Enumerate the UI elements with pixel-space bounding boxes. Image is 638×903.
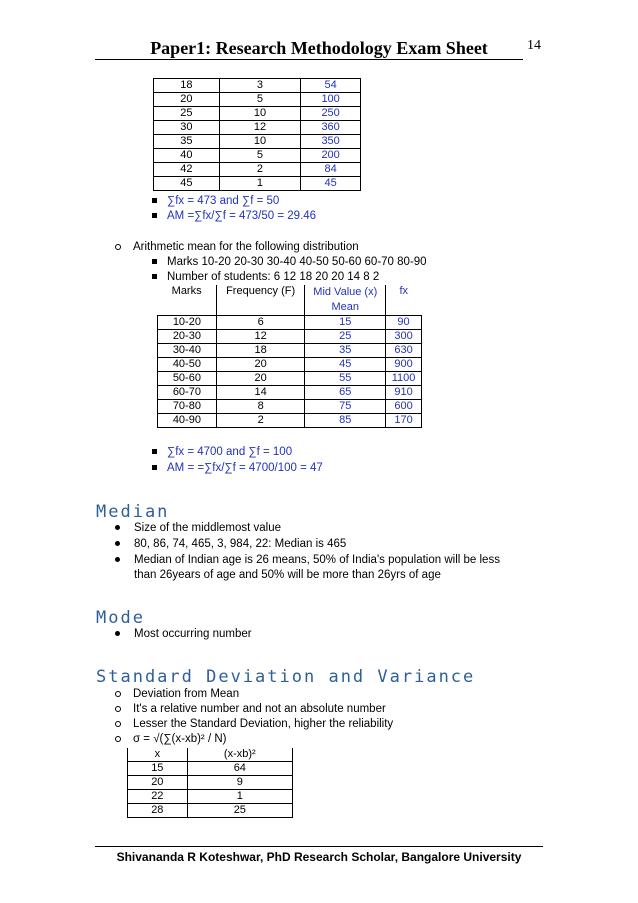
sum-line-4: AM = =∑fx/∑f = 4700/100 = 47 [152, 462, 323, 474]
page-number: 14 [527, 38, 541, 53]
median-item: 80, 86, 74, 465, 3, 984, 22: Median is 465 [115, 538, 346, 550]
sum-line-2: AM =∑fx/∑f = 473/50 = 29.46 [152, 210, 316, 222]
fx-table-continued [153, 78, 361, 191]
table-row [158, 400, 422, 414]
table-cell: 90 [386, 316, 422, 330]
table-row [158, 414, 422, 428]
table-row [158, 358, 422, 372]
table-cell: 1 [219, 177, 301, 191]
students-bullet: Number of students: 6 12 18 20 20 14 8 2 [152, 271, 379, 283]
table-row [158, 372, 422, 386]
table-cell: 2 [216, 414, 305, 428]
page-title: Paper1: Research Methodology Exam Sheet [150, 38, 488, 58]
table-cell: 15 [128, 762, 188, 776]
table-row [128, 762, 293, 776]
table-cell: 25 [187, 804, 292, 818]
table-cell: 20 [216, 358, 305, 372]
table-cell: 1 [187, 790, 292, 804]
table-cell: 600 [386, 400, 422, 414]
table-cell: 5 [219, 149, 301, 163]
table-cell: 84 [301, 163, 361, 177]
table-cell: 42 [154, 163, 220, 177]
table-cell: 9 [187, 776, 292, 790]
sd-formula: σ = √(∑(x-xb)² / N) [115, 733, 226, 745]
table-row [154, 149, 361, 163]
table-cell: 35 [305, 344, 386, 358]
table-cell: 85 [305, 414, 386, 428]
table-cell: 10 [219, 135, 301, 149]
table-cell: 12 [216, 330, 305, 344]
footer-author: Shivananda R Koteshwar, PhD Research Scholar, Bangalore University [116, 850, 522, 864]
mode-heading: Mode [96, 608, 145, 628]
table-cell: 5 [219, 93, 301, 107]
am-intro: Arithmetic mean for the following distribution [115, 241, 359, 253]
col-header-frequency: Frequency (F) [216, 285, 305, 316]
table-cell: 25 [154, 107, 220, 121]
table-cell: 3 [219, 79, 301, 93]
table-cell: 18 [154, 79, 220, 93]
col-header-fx: fx [386, 285, 422, 316]
table-row [158, 386, 422, 400]
table-cell: 15 [305, 316, 386, 330]
table-cell: 300 [386, 330, 422, 344]
sd-item: Lesser the Standard Deviation, higher the reliability [115, 718, 393, 730]
median-item-continuation: than 26years of age and 50% will be more than 26yrs of age [134, 569, 441, 581]
sd-heading: Standard Deviation and Variance [96, 667, 476, 687]
table-row [154, 135, 361, 149]
table-cell: 170 [386, 414, 422, 428]
table-cell: 910 [386, 386, 422, 400]
table-row [154, 79, 361, 93]
table-row [128, 776, 293, 790]
table-cell: 900 [386, 358, 422, 372]
table-row [154, 121, 361, 135]
table-row [158, 330, 422, 344]
table-row [154, 93, 361, 107]
table-cell: 30-40 [158, 344, 217, 358]
table-cell: 40-50 [158, 358, 217, 372]
table-cell: 8 [216, 400, 305, 414]
table-cell: 100 [301, 93, 361, 107]
table-cell: 45 [305, 358, 386, 372]
table-row [158, 344, 422, 358]
table-cell: 55 [305, 372, 386, 386]
col-header-x: x [128, 748, 188, 762]
table-cell: 200 [301, 149, 361, 163]
col-header-marks: Marks [158, 285, 217, 316]
table-cell: 50-60 [158, 372, 217, 386]
col-header-mid-value: Mid Value (x) Mean [305, 285, 386, 316]
sd-item: It's a relative number and not an absolute number [115, 703, 386, 715]
median-heading: Median [96, 502, 170, 522]
sd-item: Deviation from Mean [115, 688, 239, 700]
table-cell: 64 [187, 762, 292, 776]
table-cell: 6 [216, 316, 305, 330]
table-cell: 20-30 [158, 330, 217, 344]
table-cell: 22 [128, 790, 188, 804]
table-cell: 45 [301, 177, 361, 191]
table-cell: 70-80 [158, 400, 217, 414]
distribution-table [157, 285, 422, 428]
table-cell: 28 [128, 804, 188, 818]
table-row [158, 316, 422, 330]
table-cell: 2 [219, 163, 301, 177]
table-cell: 60-70 [158, 386, 217, 400]
sum-line-3: ∑fx = 4700 and ∑f = 100 [152, 446, 292, 458]
table-cell: 12 [219, 121, 301, 135]
table-cell: 18 [216, 344, 305, 358]
table-cell: 10 [219, 107, 301, 121]
table-cell: 54 [301, 79, 361, 93]
marks-bullet: Marks 10-20 20-30 30-40 40-50 50-60 60-70 80-90 [152, 256, 427, 268]
table-cell: 45 [154, 177, 220, 191]
col-header-deviation-squared: (x-xb)² [187, 748, 292, 762]
table-cell: 35 [154, 135, 220, 149]
table-cell: 360 [301, 121, 361, 135]
table-cell: 20 [154, 93, 220, 107]
mode-item: Most occurring number [115, 628, 252, 640]
table-cell: 250 [301, 107, 361, 121]
table-cell: 20 [128, 776, 188, 790]
table-cell: 14 [216, 386, 305, 400]
footer-rule [95, 846, 543, 847]
table-cell: 630 [386, 344, 422, 358]
table-cell: 40 [154, 149, 220, 163]
sum-line-1: ∑fx = 473 and ∑f = 50 [152, 195, 279, 207]
header-rule [95, 59, 523, 60]
median-item: Size of the middlemost value [115, 522, 281, 534]
deviation-table [127, 748, 293, 818]
table-row [154, 177, 361, 191]
table-cell: 10-20 [158, 316, 217, 330]
table-cell: 30 [154, 121, 220, 135]
table-row [128, 804, 293, 818]
table-cell: 350 [301, 135, 361, 149]
table-row [154, 163, 361, 177]
table-cell: 40-90 [158, 414, 217, 428]
table-cell: 65 [305, 386, 386, 400]
table-cell: 25 [305, 330, 386, 344]
median-item: Median of Indian age is 26 means, 50% of India's population will be less [115, 554, 500, 566]
table-cell: 20 [216, 372, 305, 386]
table-row [154, 107, 361, 121]
table-cell: 75 [305, 400, 386, 414]
table-cell: 1100 [386, 372, 422, 386]
table-row [128, 790, 293, 804]
